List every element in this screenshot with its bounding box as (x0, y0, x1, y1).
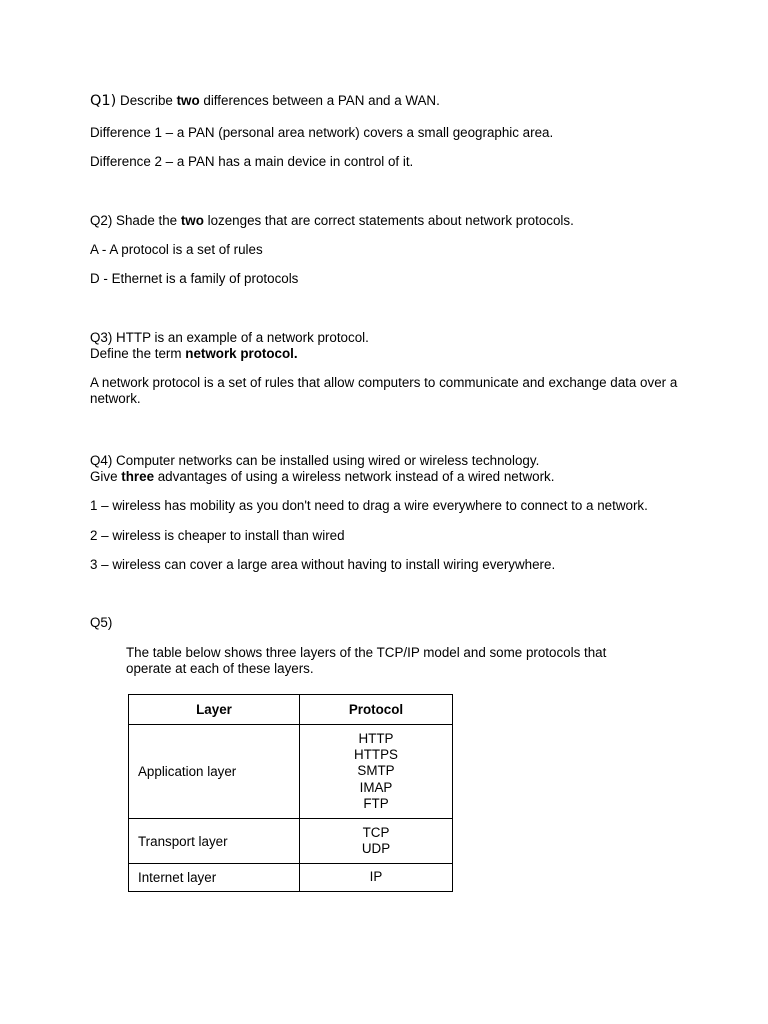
q5-intro-line2: operate at each of these layers. (126, 661, 314, 676)
q4-answer-1: 1 – wireless has mobility as you don't need to drag a wire everywhere to connect to a network. (90, 498, 648, 513)
table-cell-protocols (300, 864, 453, 892)
q4-question-line1: Q4) Computer networks can be installed using wired or wireless technology. (90, 453, 540, 468)
table-row (129, 725, 453, 819)
protocol-item: HTTP (358, 730, 394, 746)
q2-prompt-pre: Q2) Shade the (90, 213, 181, 228)
q1-prompt-pre: Describe (120, 93, 177, 108)
q3-line2-pre: Define the term (90, 346, 186, 361)
tcpip-layers-table (128, 694, 453, 892)
protocol-item: HTTPS (354, 747, 398, 763)
table-cell-layer: Application layer (129, 725, 300, 819)
protocol-item: IMAP (359, 779, 393, 795)
protocol-item: UDP (361, 841, 391, 856)
protocol-item: SMTP (357, 763, 395, 779)
table-row (129, 819, 453, 864)
table-cell-layer: Internet layer (129, 864, 300, 892)
q4-line2-post: advantages of using a wireless network instead of a wired network. (154, 469, 555, 484)
table-cell-layer: Transport layer (129, 819, 300, 864)
q3-question-line1: Q3) HTTP is an example of a network protocol. (90, 330, 369, 345)
q5-intro-line1: The table below shows three layers of the TCP/IP model and some protocols that (126, 645, 607, 660)
q4-line2-bold: three (121, 469, 155, 484)
protocol-item: FTP (363, 795, 389, 811)
q1-answer-1: Difference 1 – a PAN (personal area network) covers a small geographic area. (90, 125, 554, 140)
table-cell-protocols (300, 725, 453, 819)
q3-line2-bold: network protocol. (185, 346, 298, 361)
q4-question-line2 (90, 469, 554, 485)
q2-answer-d: D - Ethernet is a family of protocols (90, 271, 299, 286)
table-cell-protocols (300, 819, 453, 864)
q2-prompt-bold: two (180, 213, 204, 228)
q3-question-line2 (90, 346, 298, 362)
q1-label: Q1) (90, 93, 117, 109)
q2-prompt-post: lozenges that are correct statements about network protocols. (203, 213, 574, 228)
table-header-row (129, 695, 453, 725)
q4-answer-3: 3 – wireless can cover a large area without having to install wiring everywhere. (90, 557, 556, 572)
q4-line2-pre: Give (90, 469, 122, 484)
q1-prompt-post: differences between a PAN and a WAN. (199, 93, 440, 108)
table-header-protocol: Protocol (300, 695, 453, 725)
q1-prompt-bold: two (176, 93, 200, 108)
q4-answer-2: 2 – wireless is cheaper to install than wired (90, 528, 345, 543)
q2-question (90, 213, 574, 229)
q3-answer: A network protocol is a set of rules that allow computers to communicate and exchange data over a network. (90, 375, 678, 406)
protocol-item: IP (369, 869, 383, 885)
q1-answer-2: Difference 2 – a PAN has a main device in control of it. (90, 154, 414, 169)
q1-question (90, 93, 440, 109)
q5-label: Q5) (90, 615, 113, 630)
table-row (129, 864, 453, 892)
table-header-layer: Layer (129, 695, 300, 725)
protocol-item: TCP (362, 824, 390, 840)
q2-answer-a: A - A protocol is a set of rules (90, 242, 263, 257)
